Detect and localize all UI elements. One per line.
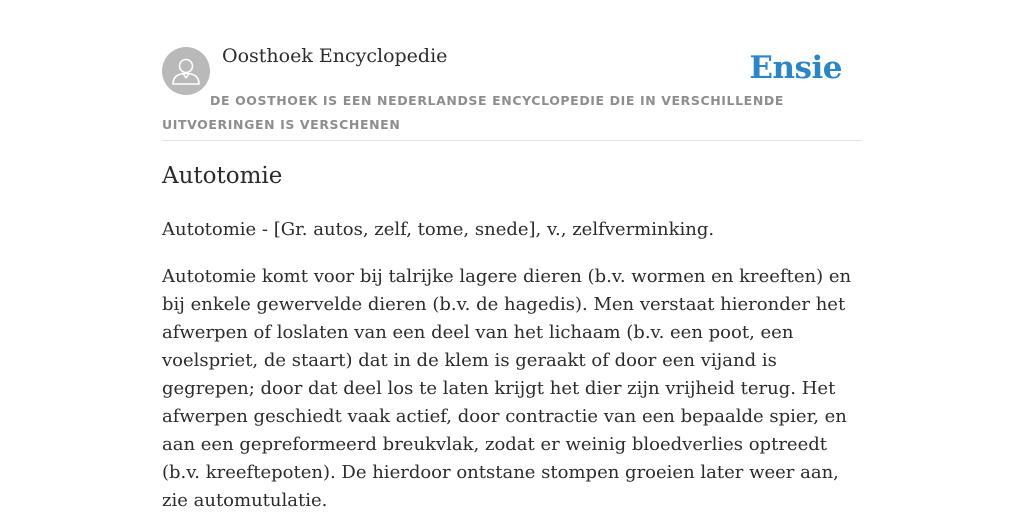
- source-avatar[interactable]: [162, 47, 210, 95]
- source-header: [162, 0, 862, 141]
- user-outline-icon: [162, 47, 210, 95]
- page: [162, 0, 862, 511]
- article-lead: Autotomie - [Gr. autos, zelf, tome, snede], v., zelfverminking.: [162, 219, 715, 240]
- source-description: DE OOSTHOEK IS EEN NEDERLANDSE ENCYCLOPEDIE DIE IN VERSCHILLENDE UITVOERINGEN IS VERSCHENEN: [162, 93, 784, 132]
- article-title: Autotomie: [162, 163, 283, 189]
- ensie-logo[interactable]: Ensie: [749, 50, 842, 86]
- source-title[interactable]: Oosthoek Encyclopedie: [222, 45, 448, 67]
- article-body: Autotomie komt voor bij talrijke lagere dieren (b.v. wormen en kreeften) en bij enkele gewervelde dieren (b.v. de hagedis). Men verstaat hieronder het afwerpen of loslaten van een deel van het lichaam (b.v. een poot, een voelspriet, de staart) dat in de klem is geraakt of door een vijand is gegrepen; door dat deel los te laten krijgt het dier zijn vrijheid terug. Het afwerpen geschiedt vaak actief, door contractie van een bepaalde spier, en aan een gepreformeerd breukvlak, zodat er weinig bloedverlies optreedt (b.v. kreeftepoten). De hierdoor ontstane stompen groeien later weer aan, zie automutulatie.: [162, 266, 852, 511]
